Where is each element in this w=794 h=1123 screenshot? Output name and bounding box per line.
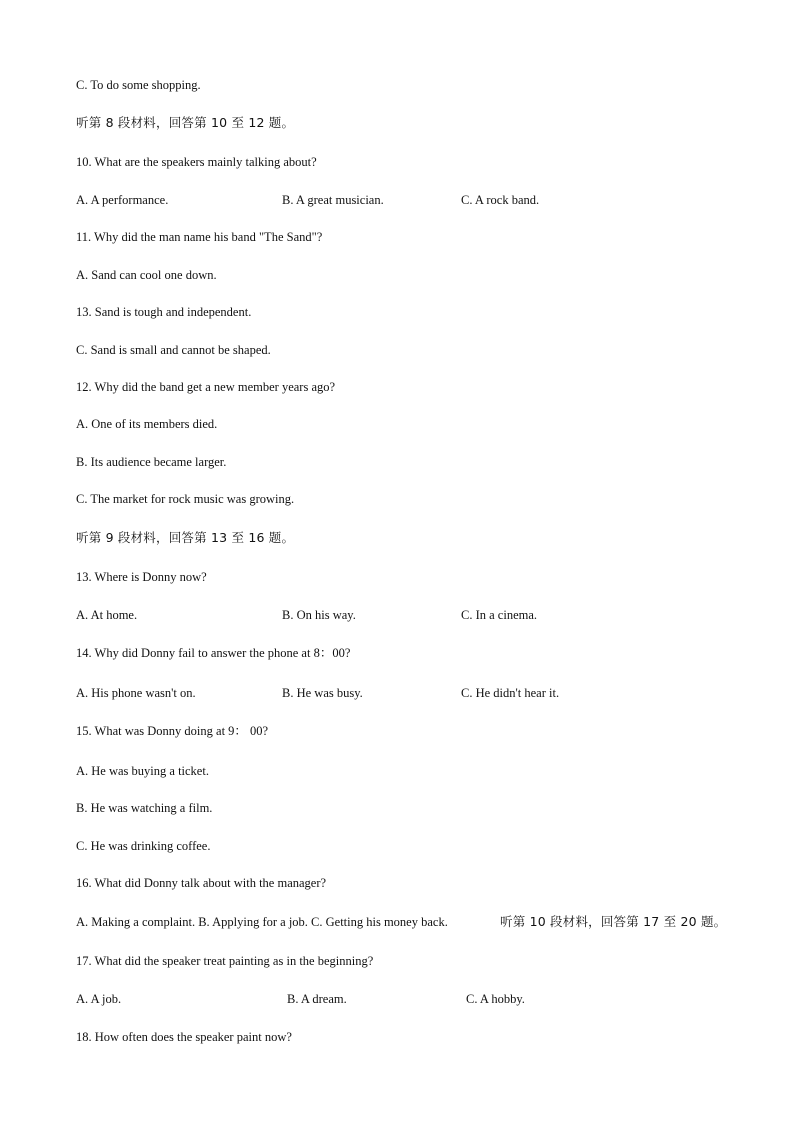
- option-b: B. He was watching a film.: [76, 801, 213, 815]
- question-15: 15. What was Donny doing at 9： 00?: [76, 724, 269, 738]
- option-a: A. Sand can cool one down.: [76, 268, 217, 282]
- question-16: 16. What did Donny talk about with the manager?: [76, 876, 327, 890]
- question-10: 10. What are the speakers mainly talking about?: [76, 155, 317, 169]
- question-16-options: A. Making a complaint. B. Applying for a job. C. Getting his money back.: [76, 915, 448, 929]
- option-b: B. A dream.: [287, 992, 347, 1006]
- option-a: A. A performance.: [76, 193, 169, 207]
- question-14: 14. Why did Donny fail to answer the phone at 8：00?: [76, 646, 351, 660]
- option-b: B. On his way.: [282, 608, 356, 622]
- option-c: C. He didn't hear it.: [461, 686, 560, 700]
- option-a: A. He was buying a ticket.: [76, 764, 209, 778]
- option-line: C. To do some shopping.: [76, 78, 201, 92]
- question-12: 12. Why did the band get a new member years ago?: [76, 380, 336, 394]
- section-heading: 听第 9 段材料，回答第 13 至 16 题。: [76, 530, 295, 545]
- option-c: C. In a cinema.: [461, 608, 538, 622]
- option-c: C. The market for rock music was growing.: [76, 492, 295, 506]
- question-18: 18. How often does the speaker paint now?: [76, 1030, 292, 1044]
- option-c: C. He was drinking coffee.: [76, 839, 211, 853]
- option-a: A. At home.: [76, 608, 138, 622]
- question-17: 17. What did the speaker treat painting as in the beginning?: [76, 954, 374, 968]
- option-a: A. His phone wasn't on.: [76, 686, 196, 700]
- section-heading: 听第 8 段材料，回答第 10 至 12 题。: [76, 115, 295, 130]
- option-a: A. A job.: [76, 992, 122, 1006]
- question-13: 13. Where is Donny now?: [76, 570, 207, 584]
- option-b: B. A great musician.: [282, 193, 384, 207]
- question-11: 11. Why did the man name his band "The Sand"?: [76, 230, 323, 244]
- option-a: A. One of its members died.: [76, 417, 218, 431]
- option-c: C. A rock band.: [461, 193, 540, 207]
- option-c: C. Sand is small and cannot be shaped.: [76, 343, 271, 357]
- option-c: C. A hobby.: [466, 992, 525, 1006]
- option-b: B. He was busy.: [282, 686, 363, 700]
- option-b: 13. Sand is tough and independent.: [76, 305, 252, 319]
- option-b: B. Its audience became larger.: [76, 455, 227, 469]
- section-heading: 听第 10 段材料，回答第 17 至 20 题。: [500, 914, 727, 929]
